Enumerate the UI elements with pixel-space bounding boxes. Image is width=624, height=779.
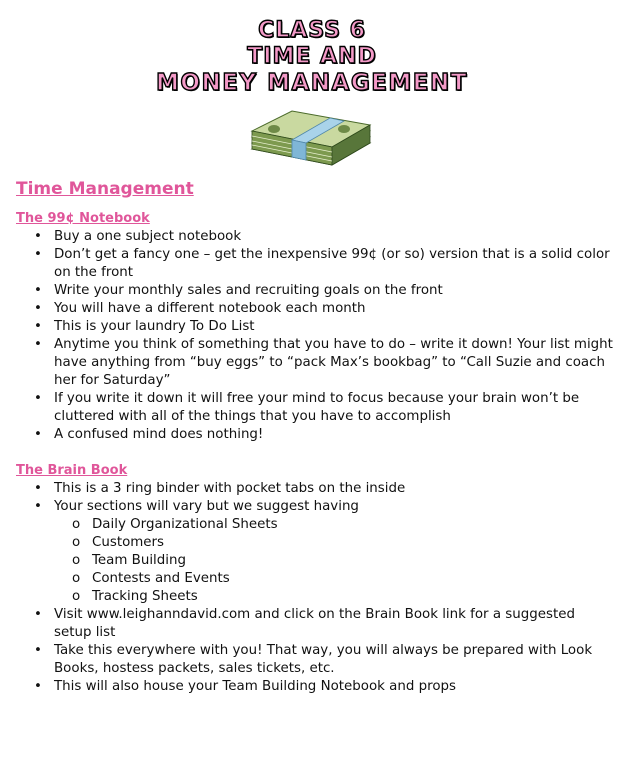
- notebook-list: [16, 228, 616, 444]
- circle-bullet-icon: o: [72, 517, 81, 532]
- bullet-icon: •: [34, 391, 42, 406]
- list-item: • Don’t get a fancy one – get the inexpensive 99¢ (or so) version that is a solid color on the front: [34, 247, 610, 280]
- section-heading-time-management: Time Management: [16, 179, 194, 199]
- list-item: • A confused mind does nothing!: [34, 427, 264, 442]
- bullet-icon: •: [34, 499, 42, 514]
- list-item: • Write your monthly sales and recruiting goals on the front: [34, 283, 443, 298]
- list-item: • Visit www.leighanndavid.com and click on the Brain Book link for a suggested setup list: [34, 607, 575, 640]
- list-item: • This is a 3 ring binder with pocket tabs on the inside: [34, 481, 406, 496]
- title-line-3: MONEY MANAGEMENT: [156, 70, 468, 96]
- bullet-icon: •: [34, 229, 42, 244]
- bullet-icon: •: [34, 247, 42, 262]
- money-stack-icon: [248, 105, 374, 170]
- list-item: • This is your laundry To Do List: [34, 319, 255, 334]
- circle-bullet-icon: o: [72, 571, 81, 586]
- sublist-item: o Customers: [72, 535, 165, 550]
- bullet-icon: •: [34, 679, 42, 694]
- title-line-2: TIME AND: [247, 44, 377, 69]
- list-item: • Buy a one subject notebook: [34, 229, 242, 244]
- brain-book-list: [16, 480, 616, 696]
- sublist-item: o Daily Organizational Sheets: [72, 517, 278, 532]
- bullet-icon: •: [34, 337, 42, 352]
- circle-bullet-icon: o: [72, 553, 81, 568]
- list-item: • Take this everywhere with you! That way, you will always be prepared with Look Books, hostess packets, sales tickets, etc.: [34, 643, 593, 676]
- bullet-icon: •: [34, 481, 42, 496]
- sublist-item: o Tracking Sheets: [72, 589, 198, 604]
- list-item: • Your sections will vary but we suggest having o Daily Organizational Sheets o Customers o Team Building o Contests and Events o Tracking Sheets: [54, 498, 616, 606]
- subheading-brain-book: The Brain Book: [16, 463, 128, 478]
- bullet-icon: •: [34, 319, 42, 334]
- list-item: • This will also house your Team Building Notebook and props: [34, 679, 456, 694]
- bullet-icon: •: [34, 607, 42, 622]
- subheading-notebook: The 99¢ Notebook: [16, 211, 150, 226]
- sublist-item: o Team Building: [72, 553, 186, 568]
- circle-bullet-icon: o: [72, 589, 81, 604]
- spacer: [16, 444, 616, 462]
- list-item: • Anytime you think of something that you have to do – write it down! Your list might have anything from “buy eggs” to “pack Max’s bookbag” to “Call Suzie and coach her for Saturday”: [34, 337, 613, 388]
- bullet-icon: •: [34, 283, 42, 298]
- sublist-item: o Contests and Events: [72, 571, 230, 586]
- bullet-icon: •: [34, 643, 42, 658]
- title-line-1: CLASS 6: [258, 18, 366, 43]
- document-body: [16, 178, 616, 696]
- bullet-icon: •: [34, 427, 42, 442]
- list-item: • If you write it down it will free your mind to focus because your brain won’t be cluttered with all of the things that you have to accomplish: [34, 391, 580, 424]
- list-item: • You will have a different notebook each month: [34, 301, 366, 316]
- brain-book-sections: [54, 516, 616, 606]
- circle-bullet-icon: o: [72, 535, 81, 550]
- document-title: [0, 18, 624, 96]
- bullet-icon: •: [34, 301, 42, 316]
